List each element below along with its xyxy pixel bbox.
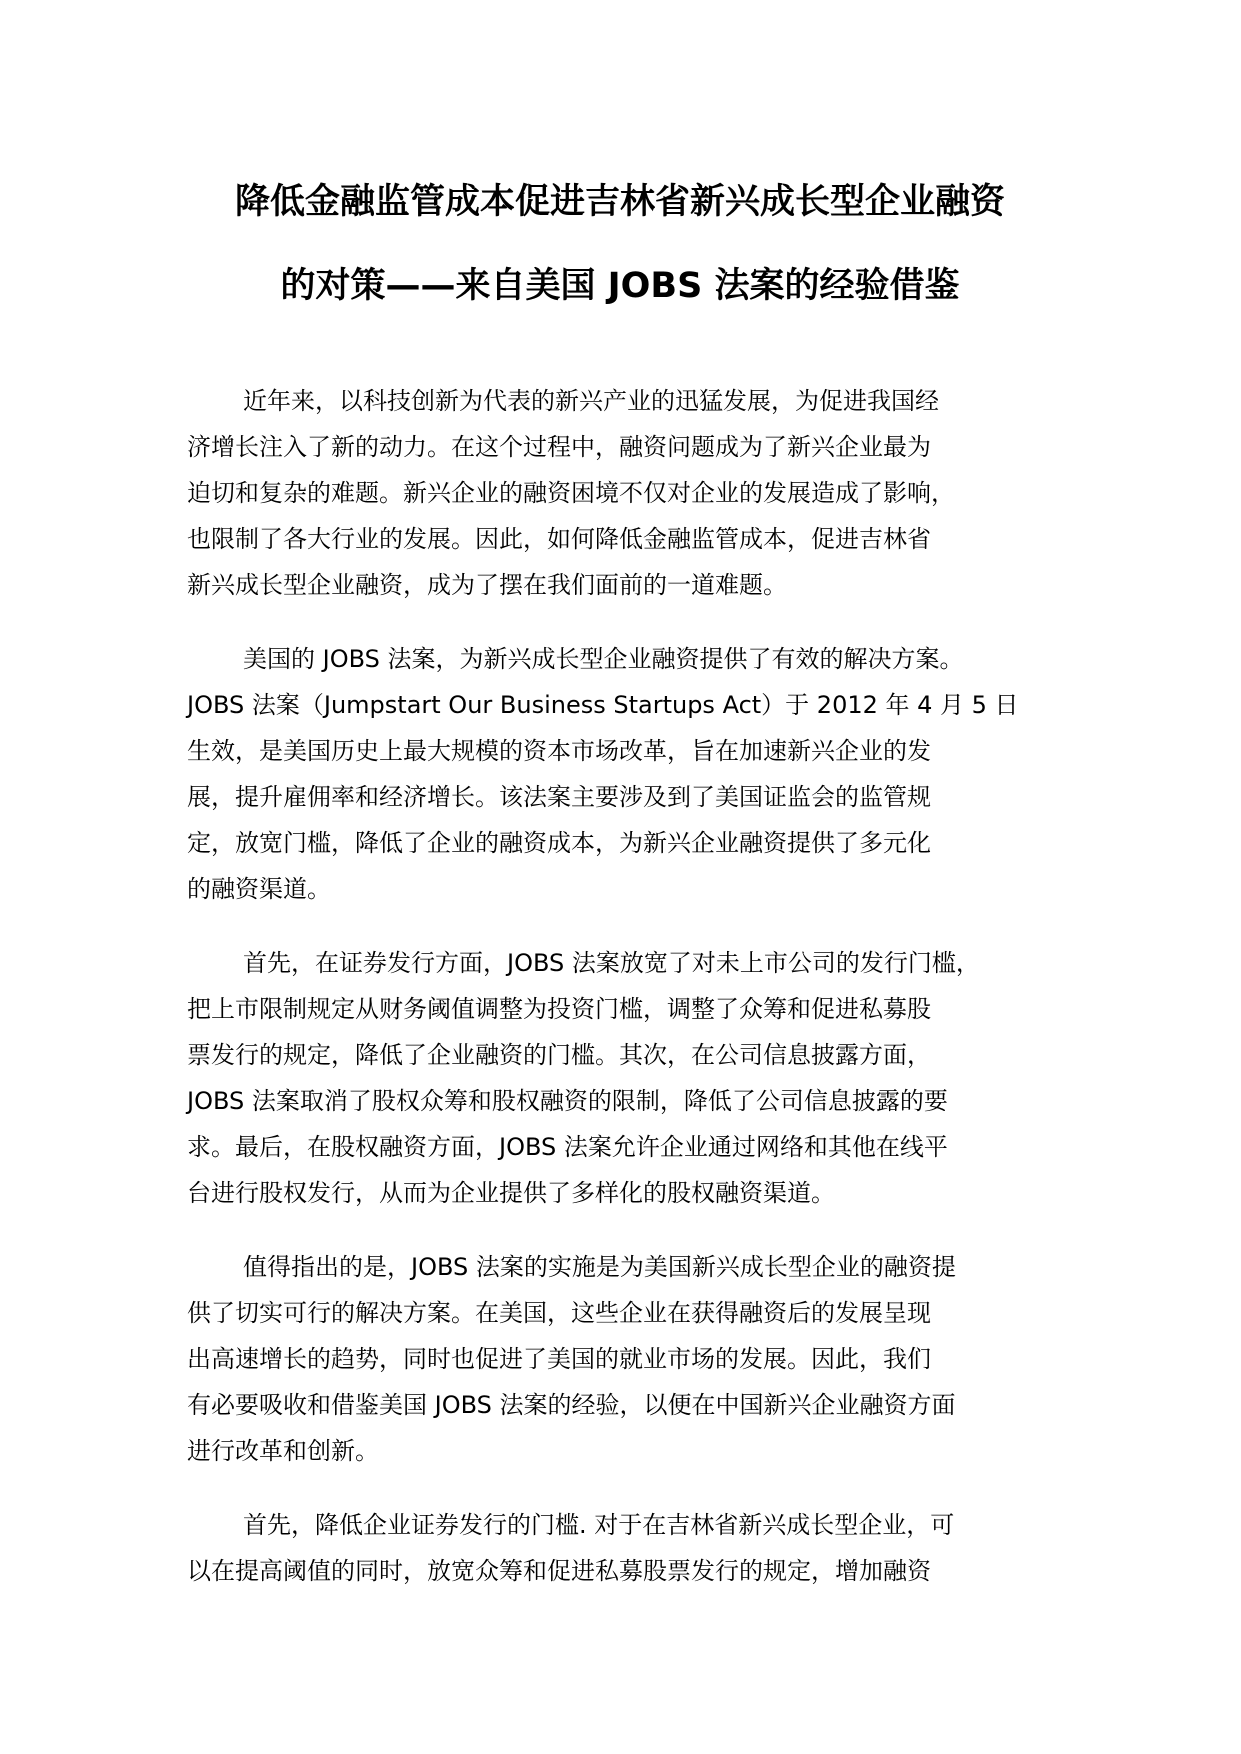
paragraph (187, 378, 1087, 608)
paragraph-line: 值得指出的是，JOBS 法案的实施是为美国新兴成长型企业的融资提 (243, 1253, 956, 1281)
paragraph-line: 迫切和复杂的难题。新兴企业的融资困境不仅对企业的发展造成了影响， (187, 479, 955, 507)
paragraph-line: 近年来，以科技创新为代表的新兴产业的迅猛发展，为促进我国经 (243, 387, 939, 415)
paragraph-line: 展，提升雇佣率和经济增长。该法案主要涉及到了美国证监会的监管规 (187, 783, 931, 811)
paragraph (187, 636, 1087, 912)
document-body (187, 378, 1087, 1622)
paragraph-line: JOBS 法案取消了股权众筹和股权融资的限制，降低了公司信息披露的要 (187, 1087, 948, 1115)
document-title-line-2: 的对策——来自美国 JOBS 法案的经验借鉴 (280, 266, 960, 306)
paragraph (187, 1502, 1087, 1594)
paragraph-line: 也限制了各大行业的发展。因此，如何降低金融监管成本，促进吉林省 (187, 525, 931, 553)
paragraph-line: 求。最后，在股权融资方面，JOBS 法案允许企业通过网络和其他在线平 (187, 1133, 948, 1161)
paragraph-line: 供了切实可行的解决方案。在美国，这些企业在获得融资后的发展呈现 (187, 1299, 931, 1327)
paragraph-line: 美国的 JOBS 法案，为新兴成长型企业融资提供了有效的解决方案。 (243, 645, 964, 673)
paragraph-line: 济增长注入了新的动力。在这个过程中，融资问题成为了新兴企业最为 (187, 433, 931, 461)
paragraph-line: 新兴成长型企业融资，成为了摆在我们面前的一道难题。 (187, 571, 787, 599)
paragraph-line: 定，放宽门槛，降低了企业的融资成本，为新兴企业融资提供了多元化 (187, 829, 931, 857)
paragraph-line: 进行改革和创新。 (187, 1437, 379, 1465)
document-title-line-1: 降低金融监管成本促进吉林省新兴成长型企业融资 (234, 182, 1005, 222)
paragraph-line: 台进行股权发行，从而为企业提供了多样化的股权融资渠道。 (187, 1179, 835, 1207)
paragraph (187, 1244, 1087, 1474)
paragraph-line: JOBS 法案（Jumpstart Our Business Startups Act）于 2012 年 4 月 5 日 (187, 691, 1019, 719)
paragraph-line: 把上市限制规定从财务阈值调整为投资门槛，调整了众筹和促进私募股 (187, 995, 931, 1023)
paragraph-line: 以在提高阈值的同时，放宽众筹和促进私募股票发行的规定，增加融资 (187, 1557, 931, 1585)
paragraph-line: 生效，是美国历史上最大规模的资本市场改革，旨在加速新兴企业的发 (187, 737, 931, 765)
paragraph-line: 的融资渠道。 (187, 875, 331, 903)
paragraph-line: 票发行的规定，降低了企业融资的门槛。其次，在公司信息披露方面， (187, 1041, 931, 1069)
paragraph-line: 有必要吸收和借鉴美国 JOBS 法案的经验，以便在中国新兴企业融资方面 (187, 1391, 956, 1419)
paragraph-line: 出高速增长的趋势，同时也促进了美国的就业市场的发展。因此，我们 (187, 1345, 931, 1373)
paragraph-line: 首先，降低企业证券发行的门槛. 对于在吉林省新兴成长型企业，可 (243, 1511, 955, 1539)
paragraph-line: 首先，在证券发行方面，JOBS 法案放宽了对未上市公司的发行门槛， (243, 949, 980, 977)
paragraph (187, 940, 1087, 1216)
